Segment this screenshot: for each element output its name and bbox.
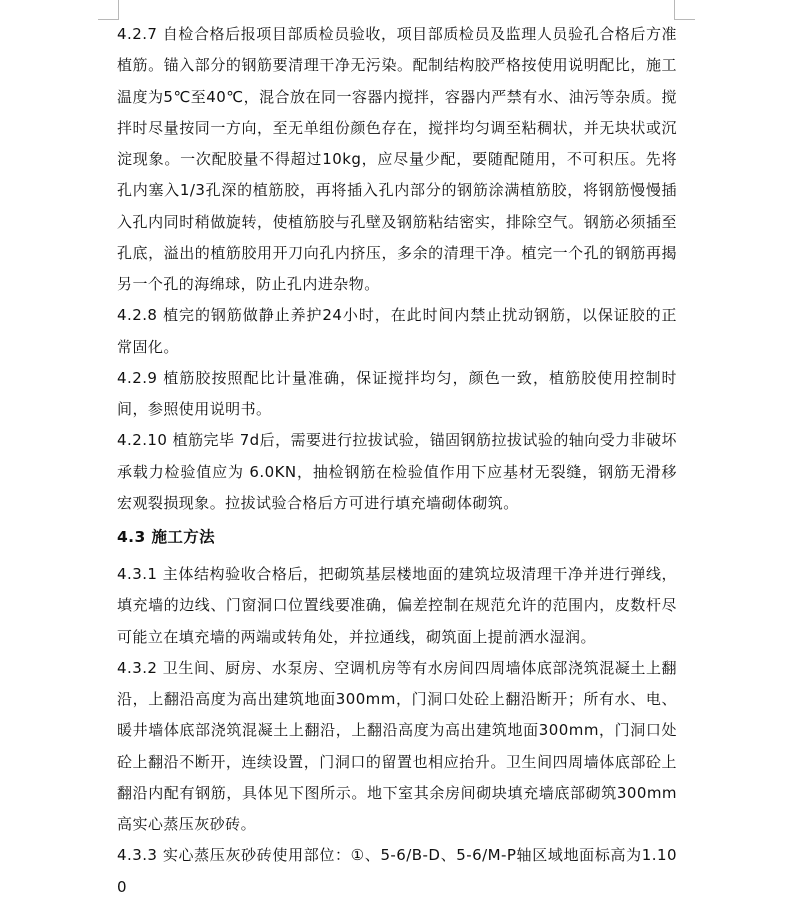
page-margin-mark-left [98, 0, 119, 20]
document-body [117, 19, 677, 903]
paragraph-4-3-2: 4.3.2 卫生间、厨房、水泵房、空调机房等有水房间四周墙体底部浇筑混凝土上翻沿，上翻沿高度为高出建筑地面300mm，门洞口处砼上翻沿断开；所有水、电、暖井墙体底部浇筑混凝土上翻沿，上翻沿高度为高出建筑地面300mm，门洞口处砼上翻沿不断开，连续设置，门洞口的留置也相应抬升。卫生间四周墙体底部砼上翻沿内配有钢筋，具体见下图所示。地下室其余房间砌块填充墙底部砌筑300mm高实心蒸压灰砂砖。 [117, 658, 677, 833]
paragraph-4-2-8: 4.2.8 植完的钢筋做静止养护24小时，在此时间内禁止扰动钢筋，以保证胶的正常固化。 [117, 306, 677, 356]
paragraph-4-2-10: 4.2.10 植筋完毕 7d后，需要进行拉拔试验，锚固钢筋拉拔试验的轴向受力非破坏承载力检验值应为 6.0KN，抽检钢筋在检验值作用下应基材无裂缝，钢筋无滑移宏观裂损现象。拉拔试验合格后方可进行填充墙砌体砌筑。 [117, 431, 677, 512]
section-heading-4-3: 4.3 施工方法 [117, 528, 216, 546]
paragraph-4-2-9: 4.2.9 植筋胶按照配比计量准确，保证搅拌均匀，颜色一致，植筋胶使用控制时间，参照使用说明书。 [117, 368, 677, 418]
page-margin-mark-right [674, 0, 695, 20]
paragraph-4-3-1: 4.3.1 主体结构验收合格后，把砌筑基层楼地面的建筑垃圾清理干净并进行弹线，填充墙的边线、门窗洞口位置线要准确，偏差控制在规范允许的范围内，皮数杆尽可能立在填充墙的两端或转角处，并拉通线，砌筑面上提前洒水湿润。 [117, 565, 677, 646]
paragraph-4-3-3: 4.3.3 实心蒸压灰砂砖使用部位：①、5-6/B-D、5-6/M-P轴区域地面标高为1.100 [117, 846, 677, 896]
paragraph-4-2-7: 4.2.7 自检合格后报项目部质检员验收，项目部质检员及监理人员验孔合格后方准植筋。锚入部分的钢筋要清理干净无污染。配制结构胶严格按使用说明配比，施工温度为5℃至40℃，混合放在同一容器内搅拌，容器内严禁有水、油污等杂质。搅拌时尽量按同一方向，至无单组份颜色存在，搅拌均匀调至粘稠状，并无块状或沉淀现象。一次配胶量不得超过10kg，应尽量少配，要随配随用，不可积压。先将孔内塞入1/3孔深的植筋胶，再将插入孔内部分的钢筋涂满植筋胶，将钢筋慢慢插入孔内同时稍做旋转，使植筋胶与孔壁及钢筋粘结密实，排除空气。钢筋必须插至孔底，溢出的植筋胶用开刀向孔内挤压，多余的清理干净。植完一个孔的钢筋再揭另一个孔的海绵球，防止孔内进杂物。 [117, 25, 677, 293]
